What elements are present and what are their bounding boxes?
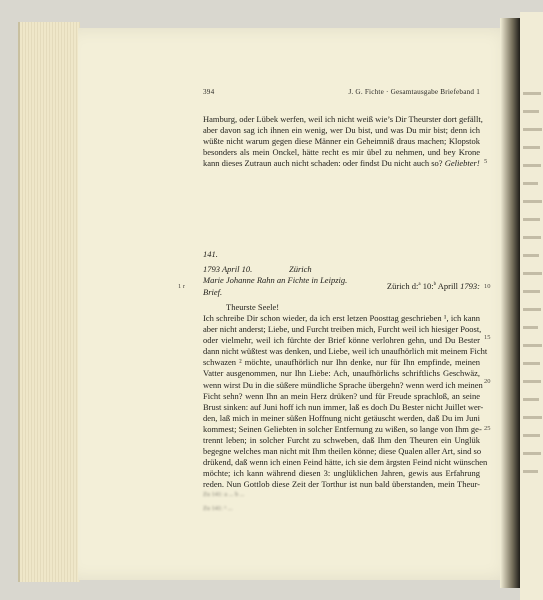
- text-line: wüßte nicht warum gegen diese Männer ein Geheimniß draus machen; Klopstok: [203, 136, 480, 147]
- text-line: Ich schreibe Dir schon wieder, da ich erst letzen Poosttag geschrieben ¹, ich kann: [203, 313, 480, 323]
- text-line: begegne welches man nicht mit Ihm theilen könne; diese Qualen aller Art, sind so: [203, 446, 482, 457]
- line-number: 25: [484, 425, 491, 432]
- text-line: Vatter ausgenommen, nur Ihn Liebe: Ach, unaufhörlichs schriftlichs Geschwäz,: [203, 368, 480, 379]
- dateline-year: 1793:: [460, 281, 480, 291]
- dateline-note-a: a: [418, 282, 421, 288]
- dateline: [203, 281, 480, 291]
- line-number: 5: [484, 158, 488, 165]
- book-gutter: [500, 18, 520, 588]
- line-number: 10: [484, 283, 491, 290]
- text-line: schwazen ² möchte, unaufhörlich nur Ihn denke, nur für Ihn empfinde, meinen: [203, 357, 480, 368]
- text-line: Ficht sehn? wenn Ihn an mein Herz drüken? und für Freude sprachloß, an seine: [203, 390, 480, 401]
- letter-date: 1793 April 10.: [203, 264, 253, 274]
- letter-number: 141.: [203, 249, 218, 259]
- top-paragraph: [203, 114, 483, 169]
- line-number: 20: [484, 378, 491, 385]
- text-line: aber davon sag ich ihnen ein wenig, wer Du bist, und was Du mir bist; denn ich: [203, 125, 480, 136]
- footnote-line: Zu 141: ¹ ...: [203, 505, 233, 512]
- text-line: oder vielmehr, weil ich fürchte der Brief könne verlohren gehn, und Du Bester: [203, 335, 480, 346]
- folio-mark: 1 r: [178, 283, 186, 290]
- text-line: reden. Nun Gottlob diese Zeit der Torthur ist nun bald überstanden, mein Theur-: [203, 479, 480, 490]
- letter-sender-recipient: Marie Johanne Rahn an Fichte in Leipzig.: [203, 275, 348, 286]
- text-line-part: kann dieses Zutraun auch nicht schaden: oder findst Du nicht auch so? Geliebter!: [203, 158, 480, 169]
- dateline-note-b: b: [433, 282, 437, 288]
- text-line: aber nicht anderst; Liebe, und Furcht treiben mich, Furcht weil ich hiesiger Poost,: [203, 324, 482, 335]
- dateline-day: 10:: [420, 281, 434, 291]
- emphasis-word: Geliebter!: [444, 158, 480, 169]
- text-line: kommest; Seinen Geliebten in solcher Entfernung zu wißen, so lange von Ihm ge-: [203, 423, 482, 434]
- letter-type: Brief.: [203, 286, 223, 297]
- text-line: den, laß mich in meiner süßen Hoffnung nicht getäuscht werden, daß Du im Juni: [203, 412, 480, 423]
- text-line: trennt leben; in solcher Furcht zu schweben, daß Ihm den Theuren ein Unglük: [203, 435, 480, 446]
- right-page-sliver: [520, 12, 543, 600]
- footnotes-blurred: [203, 488, 480, 516]
- salutation: Theurste Seele!: [226, 302, 280, 312]
- text-line: dann nicht wüßtest was denken, und Liebe, weil ich unaufhörlich mit meinem Ficht: [203, 346, 488, 357]
- dateline-place: Zürich d:: [386, 281, 419, 291]
- text-line: drükend, daß wenn ich einen Feind hätte, ich sie dem ärgsten Feind nicht wünschen: [203, 457, 488, 468]
- page-number: 394: [203, 88, 215, 96]
- text-line: Hamburg, oder Lübek werfen, weil ich nicht weiß wie’s Dir Theurster dort gefällt,: [203, 114, 483, 124]
- text-line: [203, 158, 480, 169]
- text-line: wenn wirst Du in die süßere mündliche Sprache übergehn? wenn werd ich meinen: [203, 379, 483, 390]
- running-title: J. G. Fichte · Gesamtausgabe Briefeband 1: [348, 88, 480, 96]
- footnote-line: Zu 141: a ... b ...: [203, 491, 245, 498]
- line-number: 15: [484, 334, 491, 341]
- page-edges: [18, 22, 80, 582]
- letter-place: Zürich: [289, 264, 312, 274]
- dateline-month: Aprill: [436, 281, 461, 291]
- text-line: möchte; ich kann während diesen 3: unglüklichen Jahren, gewis aus Erfahrung: [203, 468, 480, 479]
- text-line: Brust sinken: auf Juni hoff ich nun immer, laß es doch Du Bester nicht Juillet wer-: [203, 401, 484, 412]
- text-line: besonders als mein Onckel, hätte recht es mir übel zu nehmen, und bey Krone: [203, 147, 480, 158]
